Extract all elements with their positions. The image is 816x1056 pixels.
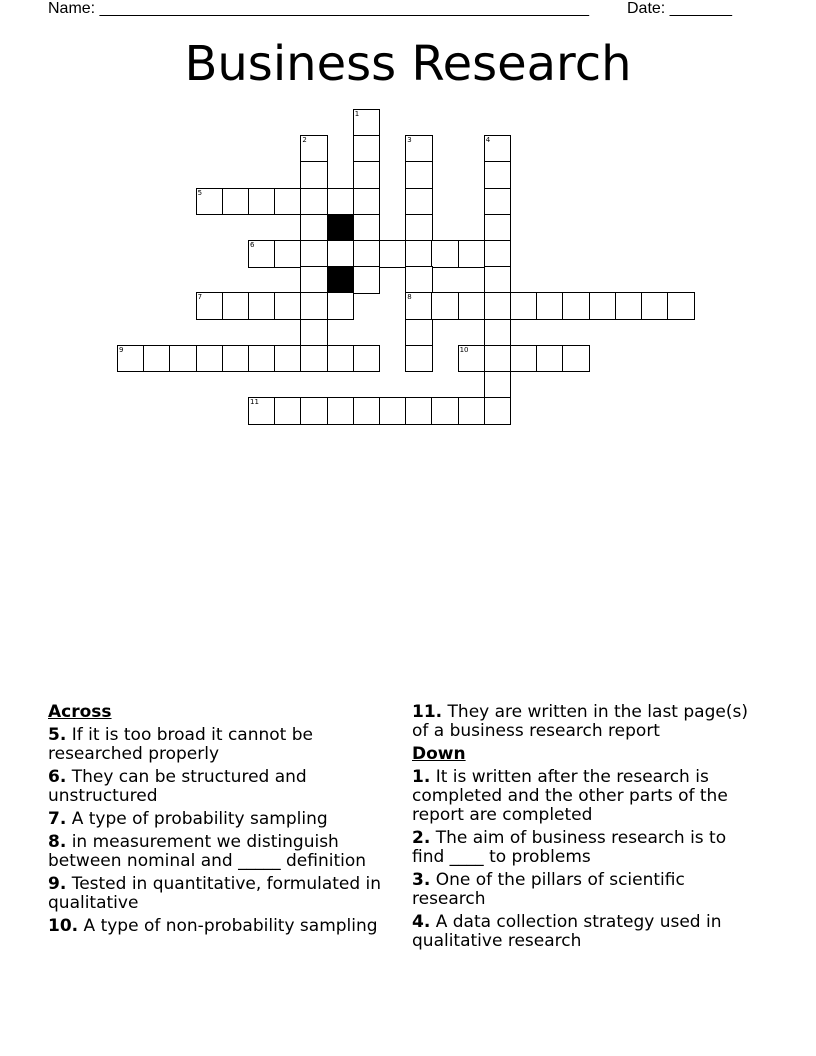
- grid-cell[interactable]: [353, 161, 381, 189]
- grid-cell[interactable]: [484, 188, 512, 216]
- grid-cell-number: 2: [302, 136, 307, 145]
- grid-cell[interactable]: [641, 292, 669, 320]
- grid-cell[interactable]: [274, 397, 302, 425]
- clue-number: 10.: [48, 916, 79, 936]
- grid-cell[interactable]: [353, 345, 381, 373]
- grid-cell[interactable]: [615, 292, 643, 320]
- grid-cell[interactable]: [300, 345, 328, 373]
- grid-cell[interactable]: [562, 292, 590, 320]
- clue-across-5: [48, 726, 398, 764]
- clue-text: A type of probability sampling: [71, 809, 328, 829]
- clue-down-4: [412, 913, 762, 951]
- clue-text: They can be structured and unstructured: [48, 767, 307, 806]
- grid-cell[interactable]: [536, 292, 564, 320]
- grid-cell[interactable]: [484, 161, 512, 189]
- grid-cell[interactable]: [327, 188, 355, 216]
- grid-cell[interactable]: [222, 188, 250, 216]
- clue-across-8: [48, 833, 398, 871]
- grid-cell[interactable]: [405, 135, 433, 163]
- grid-cell[interactable]: [196, 188, 224, 216]
- grid-cell-number: 6: [250, 241, 255, 249]
- grid-cell[interactable]: [458, 345, 486, 373]
- grid-cell[interactable]: [405, 292, 433, 320]
- clues-column-right: [412, 703, 762, 955]
- grid-cell[interactable]: [274, 240, 302, 268]
- grid-cell[interactable]: [589, 292, 617, 320]
- grid-cell[interactable]: [458, 292, 486, 320]
- grid-cell[interactable]: [327, 240, 355, 268]
- grid-cell[interactable]: [248, 345, 276, 373]
- grid-cell[interactable]: [431, 240, 459, 268]
- clue-down-1: [412, 768, 762, 825]
- grid-block-cell: [327, 214, 355, 242]
- grid-cell[interactable]: [484, 214, 512, 242]
- grid-cell[interactable]: [431, 397, 459, 425]
- grid-cell[interactable]: [327, 397, 355, 425]
- grid-cell[interactable]: [484, 319, 512, 347]
- grid-cell[interactable]: [458, 397, 486, 425]
- grid-cell[interactable]: [405, 319, 433, 347]
- grid-cell[interactable]: [222, 292, 250, 320]
- grid-cell[interactable]: [405, 240, 433, 268]
- clue-down-3: [412, 871, 762, 909]
- grid-cell[interactable]: [196, 292, 224, 320]
- grid-cell[interactable]: [484, 135, 512, 163]
- clue-number: 4.: [412, 912, 431, 932]
- grid-cell[interactable]: [353, 109, 381, 137]
- clue-number: 8.: [48, 832, 67, 852]
- grid-cell[interactable]: [300, 292, 328, 320]
- grid-cell[interactable]: [222, 345, 250, 373]
- grid-cell[interactable]: [405, 345, 433, 373]
- grid-cell[interactable]: [300, 397, 328, 425]
- grid-cell[interactable]: [536, 345, 564, 373]
- grid-cell[interactable]: [405, 161, 433, 189]
- clue-number: 5.: [48, 725, 67, 745]
- grid-cell[interactable]: [300, 188, 328, 216]
- grid-cell-number: 10: [459, 345, 469, 354]
- grid-cell[interactable]: [353, 266, 381, 294]
- grid-cell-number: 4: [485, 136, 491, 145]
- clue-number: 7.: [48, 809, 67, 829]
- across-heading: Across: [48, 702, 112, 722]
- clue-number: 6.: [48, 767, 67, 787]
- clues-column-left: [48, 703, 398, 940]
- grid-cell[interactable]: [510, 292, 538, 320]
- grid-cell[interactable]: [484, 397, 512, 425]
- clue-text: Tested in quantitative, formulated in qualitative: [48, 874, 382, 913]
- clue-text: The aim of business research is to find ____ to problems: [412, 828, 727, 867]
- down-heading: Down: [412, 744, 466, 764]
- grid-cell[interactable]: [484, 292, 512, 320]
- name-field-label[interactable]: Name: _______________________________________________________: [48, 0, 589, 17]
- grid-cell[interactable]: [300, 266, 328, 294]
- grid-cell-number: 8: [407, 293, 412, 302]
- grid-cell[interactable]: [274, 345, 302, 373]
- clue-number: 1.: [412, 767, 431, 787]
- grid-cell[interactable]: [353, 188, 381, 216]
- clue-down-2: [412, 829, 762, 867]
- grid-cell[interactable]: [300, 161, 328, 189]
- grid-cell[interactable]: [484, 240, 512, 268]
- grid-cell[interactable]: [431, 292, 459, 320]
- clue-text: If it is too broad it cannot be researched properly: [48, 725, 313, 764]
- grid-cell[interactable]: [484, 266, 512, 294]
- grid-cell[interactable]: [169, 345, 197, 373]
- clue-text: One of the pillars of scientific research: [412, 870, 685, 909]
- grid-cell[interactable]: [300, 319, 328, 347]
- grid-cell[interactable]: [353, 240, 381, 268]
- clue-text: in measurement we distinguish between nominal and _____ definition: [48, 832, 367, 871]
- clue-text: A type of non-probability sampling: [83, 916, 378, 936]
- date-field-label[interactable]: Date: _______: [627, 0, 732, 17]
- grid-cell-number: 7: [197, 293, 203, 302]
- grid-cell[interactable]: [405, 266, 433, 294]
- clue-number: 11.: [412, 702, 443, 722]
- grid-cell[interactable]: [248, 240, 276, 268]
- grid-cell[interactable]: [300, 135, 328, 163]
- grid-cell-number: 1: [354, 110, 360, 118]
- grid-cell[interactable]: [300, 240, 328, 268]
- grid-cell[interactable]: [353, 135, 381, 163]
- clue-text: It is written after the research is completed and the other parts of the report are completed: [412, 767, 728, 825]
- grid-cell[interactable]: [274, 292, 302, 320]
- clue-number: 2.: [412, 828, 431, 848]
- grid-cell[interactable]: [379, 240, 407, 268]
- grid-cell[interactable]: [143, 345, 171, 373]
- grid-cell[interactable]: [300, 214, 328, 242]
- grid-cell-number: 5: [197, 188, 203, 197]
- grid-block-cell: [327, 266, 355, 294]
- grid-cell[interactable]: [379, 397, 407, 425]
- clue-across-7: [48, 810, 398, 829]
- clue-text: They are written in the last page(s) of a business research report: [412, 702, 748, 741]
- grid-cell[interactable]: [248, 397, 276, 425]
- clue-across-10: [48, 917, 398, 936]
- clue-across-6: [48, 768, 398, 806]
- clue-text: A data collection strategy used in qualitative research: [412, 912, 722, 951]
- grid-cell[interactable]: [667, 292, 695, 320]
- grid-cell-number: 3: [407, 136, 412, 145]
- grid-cell-number: 11: [250, 398, 259, 407]
- grid-cell[interactable]: [458, 240, 486, 268]
- grid-cell[interactable]: [510, 345, 538, 373]
- grid-cell[interactable]: [248, 292, 276, 320]
- clue-number: 3.: [412, 870, 431, 890]
- grid-cell[interactable]: [248, 188, 276, 216]
- clue-across-9: [48, 875, 398, 913]
- grid-cell[interactable]: [353, 397, 381, 425]
- grid-cell[interactable]: [327, 345, 355, 373]
- grid-cell[interactable]: [327, 292, 355, 320]
- page-title: Business Research: [184, 36, 632, 92]
- grid-cell[interactable]: [484, 371, 512, 399]
- grid-cell[interactable]: [274, 188, 302, 216]
- crossword-grid: [0, 0, 816, 460]
- grid-cell[interactable]: [196, 345, 224, 373]
- grid-cell[interactable]: [562, 345, 590, 373]
- grid-cell[interactable]: [405, 397, 433, 425]
- grid-cell[interactable]: [405, 188, 433, 216]
- grid-cell[interactable]: [117, 345, 145, 373]
- grid-cell[interactable]: [405, 214, 433, 242]
- grid-cell[interactable]: [353, 214, 381, 242]
- clue-across-11: [412, 703, 762, 741]
- grid-cell[interactable]: [484, 345, 512, 373]
- clue-number: 9.: [48, 874, 67, 894]
- grid-cell-number: 9: [119, 345, 124, 354]
